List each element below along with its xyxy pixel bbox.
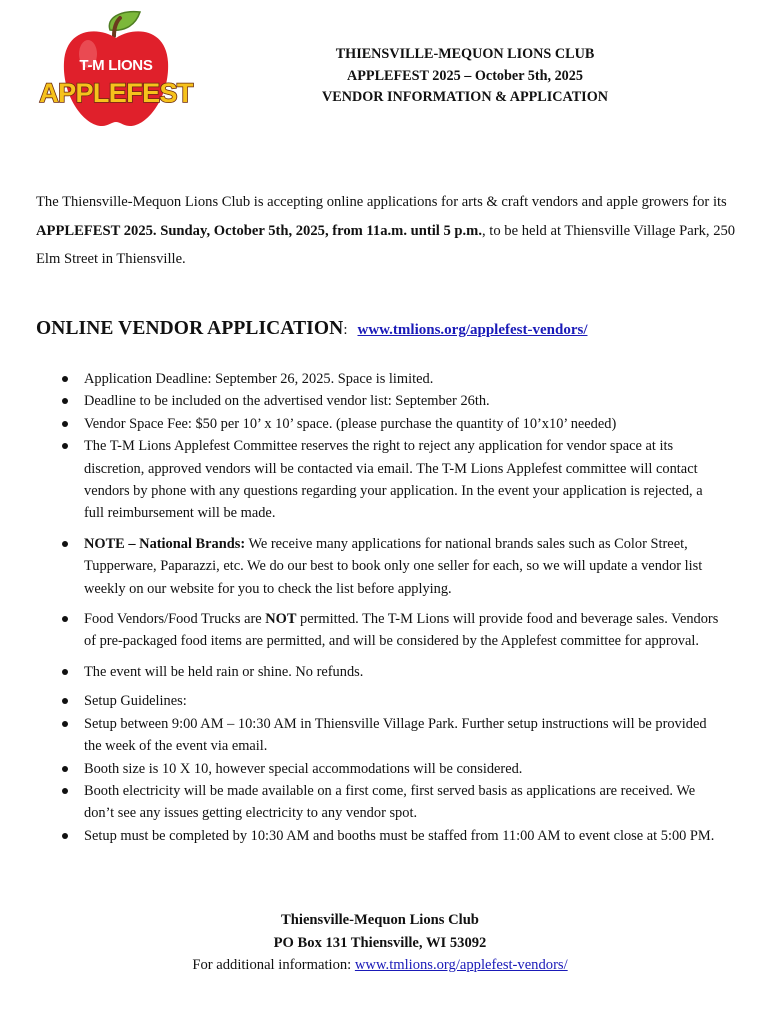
list-item-space-fee: Vendor Space Fee: $50 per 10’ x 10’ space. (please purchase the quantity of 10’x10’ needed): [60, 413, 725, 435]
footer-address: PO Box 131 Thiensville, WI 53092: [273, 934, 487, 951]
list-item-setup-complete: Setup must be completed by 10:30 AM and booths must be staffed from 11:00 AM to event close at 5:00 PM.: [60, 825, 725, 847]
list-item-rain-or-shine: The event will be held rain or shine. No refunds.: [60, 661, 725, 683]
food-text-2: permitted. The T-M Lions will provide food and beverage sales. Vendors of pre-packaged food items are permitted, and will be considered by the Applefest committee for approval.: [84, 611, 719, 650]
list-item-booth-size: Booth size is 10 X 10, however special accommodations will be considered.: [60, 758, 725, 780]
food-text-1: Food Vendors/Food Trucks are: [84, 611, 266, 628]
food-not: NOT: [265, 611, 297, 628]
intro-text-1: The Thiensville-Mequon Lions Club is accepting online applications for arts & craft vendors and apple growers for its: [36, 194, 727, 210]
intro-paragraph: [36, 188, 736, 274]
footer-org-name: Thiensville-Mequon Lions Club: [281, 912, 479, 928]
footer-info-label: For additional information:: [192, 957, 355, 973]
logo-line1: T-M LIONS: [79, 57, 153, 74]
applefest-logo: [36, 8, 200, 132]
note-label: NOTE – National Brands:: [84, 535, 246, 552]
header-club-name: THIENSVILLE-MEQUON LIONS CLUB: [335, 46, 595, 62]
footer-info-link[interactable]: www.tmlions.org/applefest-vendors/: [354, 957, 568, 973]
list-item-electricity: Booth electricity will be made available on a first come, first served basis as applications are received. We don’t see any issues getting electricity to any vendor spot.: [60, 780, 725, 825]
list-item-national-brands: [60, 533, 725, 600]
application-title: ONLINE VENDOR APPLICATION: [36, 318, 344, 339]
contact-footer: [120, 909, 640, 977]
list-item-setup-time: Setup between 9:00 AM – 10:30 AM in Thiensville Village Park. Further setup instructions will be provided the week of the event via email.: [60, 713, 725, 758]
header-event-date: APPLEFEST 2025 – October 5th, 2025: [347, 67, 583, 84]
application-colon: :: [343, 322, 348, 338]
note-text: We receive many applications for national brands sales such as Color Street, Tupperware, Paparazzi, etc. We do our best to book only one seller for each, so we will update a vendor list weekly on our website for you to check the list before applying.: [84, 535, 703, 597]
logo-line2: APPLEFEST: [39, 78, 193, 108]
application-heading: [36, 318, 588, 340]
list-item-setup-guidelines: Setup Guidelines:: [60, 690, 725, 712]
list-item-deadline: Application Deadline: September 26, 2025. Space is limited.: [60, 368, 725, 390]
document-header: [300, 44, 630, 109]
footer-info-line: [120, 954, 640, 977]
list-item-vendor-list-deadline: Deadline to be included on the advertised vendor list: September 26th.: [60, 390, 725, 412]
intro-event-details: APPLEFEST 2025. Sunday, October 5th, 2025, from 11a.m. until 5 p.m.: [36, 222, 482, 239]
vendor-info-list: [60, 368, 725, 847]
list-item-committee-rights: The T-M Lions Applefest Committee reserves the right to reject any application for vendor space at its discretion, approved vendors will be contacted via email. The T-M Lions Applefest committee will contact vendors by phone with any questions regarding your application. In the event your application is rejected, a full reimbursement will be made.: [60, 435, 725, 525]
header-subtitle: VENDOR INFORMATION & APPLICATION: [322, 89, 608, 105]
application-link[interactable]: www.tmlions.org/applefest-vendors/: [357, 322, 588, 338]
intro-text-2: , to be held at Thiensville Village Park, 250 Elm Street in Thiensville.: [36, 222, 736, 267]
list-item-food-vendors: [60, 608, 725, 653]
